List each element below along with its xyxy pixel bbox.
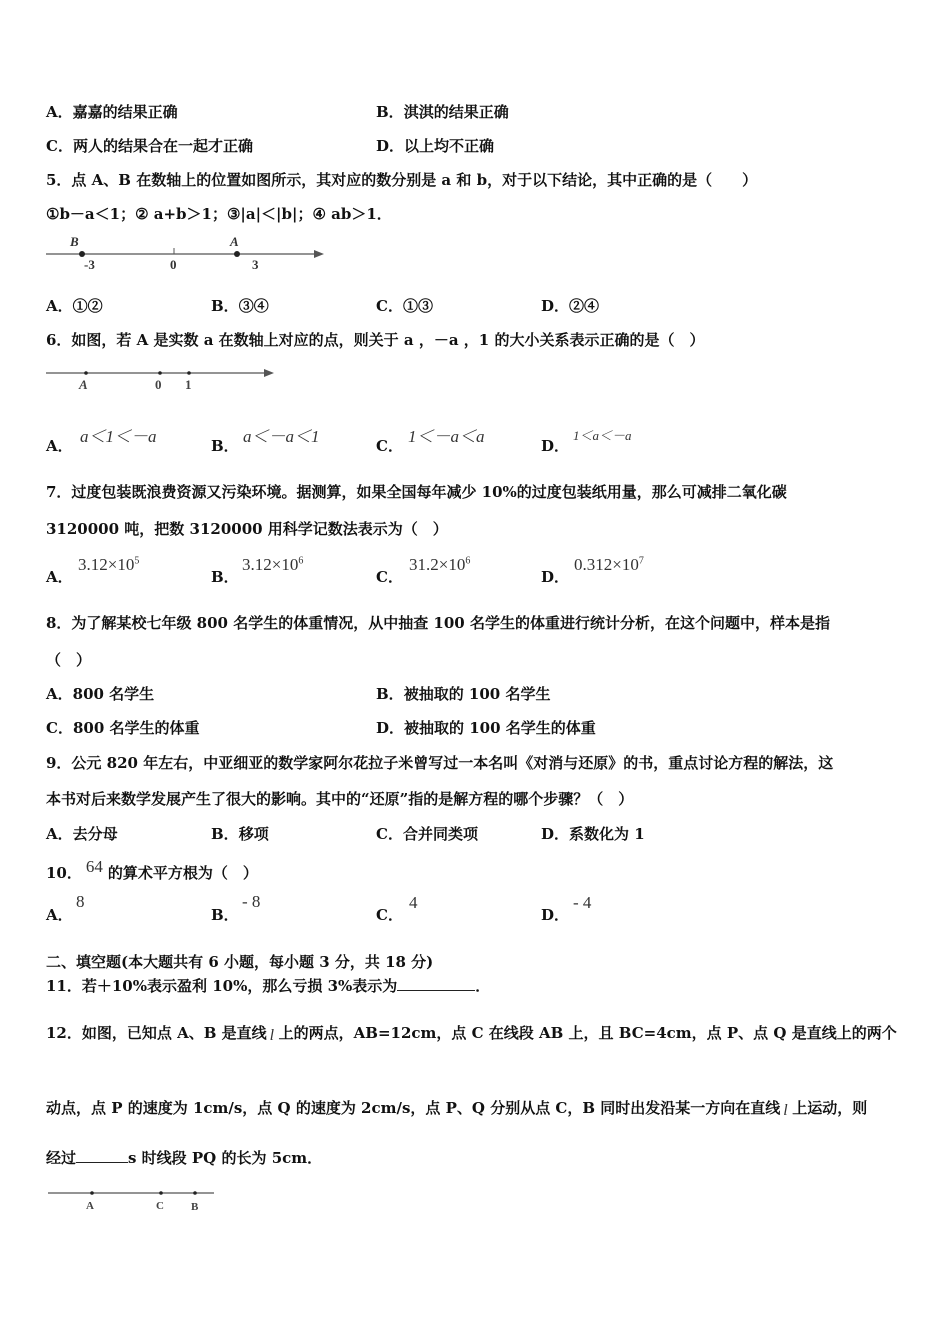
q5-stem: 5．点 A、B 在数轴上的位置如图所示，其对应的数分别是 a 和 b，对于以下结论，其中正确的是（ ） [46,171,758,189]
q8-stem-line1: 8．为了解某校七年级 800 名学生的体重情况，从中抽查 100 名学生的体重进行统计分析，在这个问题中，样本是指 [46,614,830,632]
q8-stem-line2: （ ） [46,651,92,669]
q7-option-d-math: $0.312\times 10^7$ [574,555,644,574]
q5-option-a: A．①② [46,297,103,315]
q6-option-c-label: C． [376,437,403,455]
section-2-heading: 二、填空题(本大题共有 6 小题，每小题 3 分，共 18 分) [46,953,434,971]
q8-option-a: A．800 名学生 [46,685,155,703]
q6-stem: 6．如图，若 A 是实数 a 在数轴上对应的点，则关于 a ，－a ，1 的大小关系表示正确的是（ ） [46,331,705,349]
q4-option-d: D．以上均不正确 [376,137,495,155]
q12-line1: 12．如图，已知点 A、B 是直线 l 上的两点，AB=12cm，点 C 在线段 AB 上，且 BC=4cm，点 P、点 Q 是直线上的两个 [46,1024,897,1044]
q10-option-c-math: 4 [409,893,418,912]
q9-option-d: D．系数化为 1 [541,825,645,843]
q12-line-figure [46,1184,218,1214]
q6-number-line [44,362,276,394]
label-a: A [79,377,88,392]
tick-label-0: 0 [170,257,177,272]
q4-option-a: A．嘉嘉的结果正确 [46,103,178,121]
q9-stem-line2: 本书对后来数学发展产生了很大的影响。其中的“还原”指的是解方程的哪个步骤？（ ） [46,790,634,808]
q6-option-b-label: B． [211,437,239,455]
q10-option-b-math: - 8 [242,892,261,911]
q8-option-c: C．800 名学生的体重 [46,719,200,737]
point-c-dot [159,1191,163,1195]
q12-line1-l: l [269,1027,275,1044]
q10-option-d-math: - 4 [573,893,592,912]
q5-conditions: ①b－a＜1；② a+b＞1；③|a|＜|b|；④ ab＞1． [46,205,392,223]
tick-label-neg3: -3 [84,257,95,272]
label-b: B [191,1201,199,1213]
arrow-head [314,250,324,258]
point-a-dot [90,1191,94,1195]
q10-option-a-math: 8 [76,892,85,911]
q7-option-b-label: B． [211,568,239,586]
label-b: B [70,234,79,249]
q5-option-d: D．②④ [541,297,600,315]
q9-option-b: B．移项 [211,825,269,843]
q5-number-line [44,232,326,272]
q4-option-b: B．淇淇的结果正确 [376,103,509,121]
q9-option-a: A．去分母 [46,825,118,843]
label-a: A [86,1200,94,1212]
label-a: A [230,234,239,249]
q12-line2: 动点，点 P 的速度为 1cm/s，点 Q 的速度为 2cm/s，点 P、Q 分别从点 C，B 同时出发沿某一方向在直线 l 上运动，则 [46,1099,868,1119]
q7-option-a-math: $3.12\times 10^5$ [78,555,140,574]
q7-stem-line1: 7．过度包装既浪费资源又污染环境。据测算，如果全国每年减少 10%的过度包装纸用量，那么可减排二氧化碳 [46,483,787,501]
q10-option-b-label: B． [211,906,239,924]
q5-option-b: B．③④ [211,297,269,315]
point-one-dot [187,371,191,375]
q10-stem: 10． 64 的算术平方根为（ ） [46,857,258,882]
q6-option-b-math: a＜－a＜1 [243,427,320,446]
q6-option-c-math: 1＜－a＜a [408,427,485,446]
point-zero-dot [158,371,162,375]
point-a-dot [234,251,240,257]
q12-line2-l: l [783,1102,788,1119]
q12-line3: 经过 s 时线段 PQ 的长为 5cm． [46,1149,323,1167]
tick-label-0: 0 [155,377,162,392]
arrow-head [264,369,274,377]
q11-answer-blank[interactable] [397,976,475,991]
q6-option-d-math: 1＜a＜－a [573,428,632,443]
q12-answer-blank[interactable] [76,1148,128,1163]
tick-label-1: 1 [185,377,192,392]
point-b-dot [193,1191,197,1195]
tick-label-3: 3 [252,257,259,272]
q7-option-c-math: $31.2\times 10^6$ [409,555,471,574]
q6-option-a-math: a＜1＜－a [80,427,157,446]
q10-option-a-label: A． [46,906,73,924]
q10-option-c-label: C． [376,906,403,924]
point-a-dot [84,371,88,375]
q8-option-d: D．被抽取的 100 名学生的体重 [376,719,596,737]
q4-option-c: C．两人的结果合在一起才正确 [46,137,253,155]
q7-option-b-math: $3.12\times 10^6$ [242,555,304,574]
q9-stem-line1: 9．公元 820 年左右，中亚细亚的数学家阿尔花拉子米曾写过一本名叫《对消与还原》的书，重点讨论方程的解法，这 [46,754,834,772]
q7-option-a-label: A． [46,568,73,586]
q8-option-b: B．被抽取的 100 名学生 [376,685,551,703]
q6-option-a-label: A． [46,437,73,455]
label-c: C [156,1200,164,1212]
q7-stem-line2: 3120000 吨，把数 3120000 用科学记数法表示为（ ） [46,520,448,538]
q6-option-d-label: D． [541,437,570,455]
q10-option-d-label: D． [541,906,570,924]
q7-option-d-label: D． [541,568,570,586]
q10-stem-math: 64 [85,857,103,876]
q5-option-c: C．①③ [376,297,433,315]
q9-option-c: C．合并同类项 [376,825,478,843]
q7-option-c-label: C． [376,568,403,586]
q11-text: 11．若＋10%表示盈利 10%，那么亏损 3%表示为 ． [46,977,491,995]
